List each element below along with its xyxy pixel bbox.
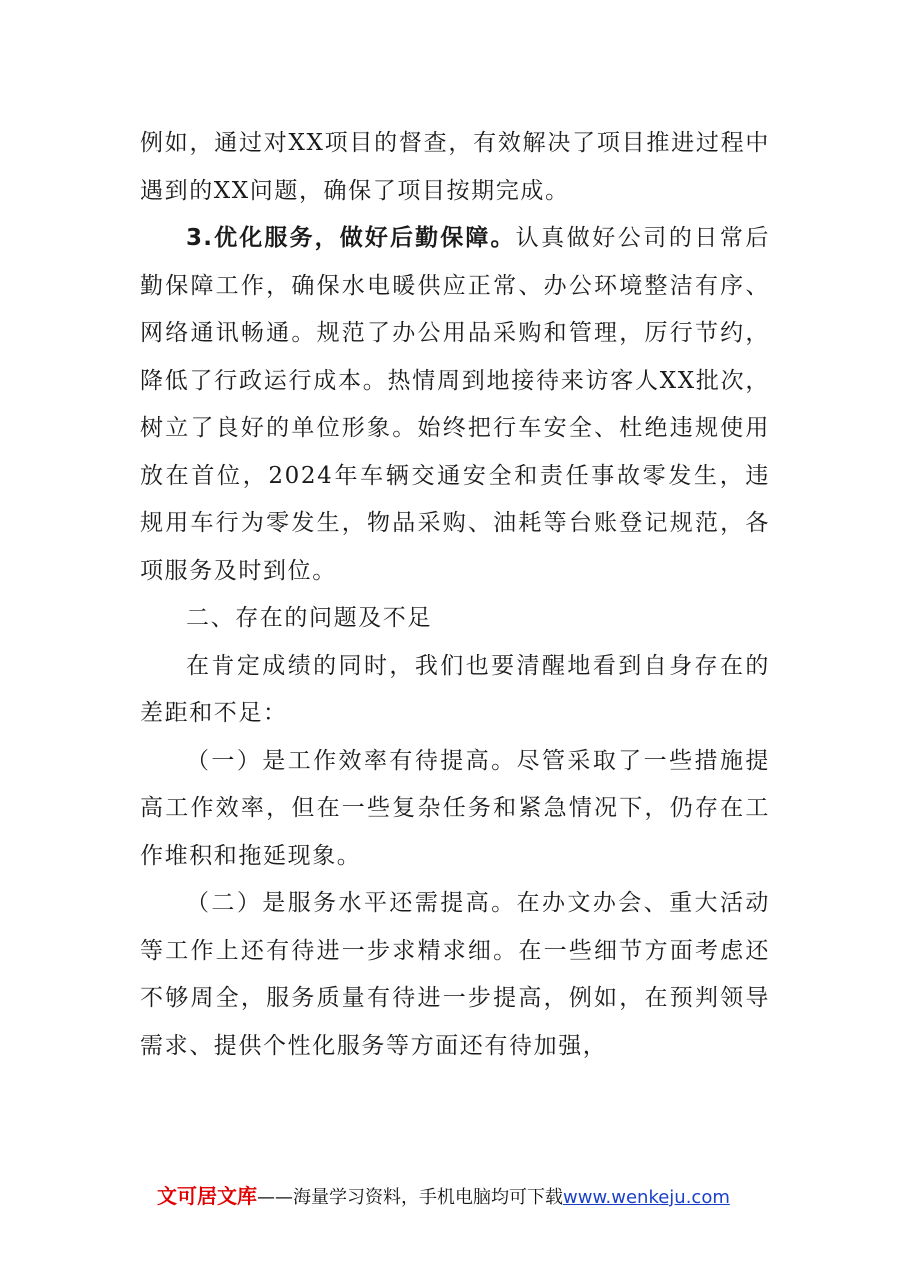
section-heading-problems (140, 595, 770, 643)
paragraph-text: 在肯定成绩的同时，我们也要清醒地看到自身存在的差距和不足： (140, 652, 770, 726)
paragraph-text: 例如，通过对XX项目的督查，有效解决了项目推进过程中遇到的XX问题，确保了项目按期完成。 (140, 130, 770, 204)
footer-slogan: ——海量学习资料，手机电脑均可下载 (257, 1187, 563, 1208)
paragraph-continuation (140, 120, 770, 215)
paragraph-item-service-level (140, 880, 770, 1070)
footer-website-link[interactable]: www.wenkeju.com (563, 1187, 730, 1208)
paragraph-text: （一）是工作效率有待提高。尽管采取了一些措施提高工作效率，但在一些复杂任务和紧急情况下，仍存在工作堆积和拖延现象。 (140, 747, 770, 869)
paragraph-intro-shortcomings (140, 643, 770, 738)
paragraph-text: （二）是服务水平还需提高。在办文办会、重大活动等工作上还有待进一步求精求细。在一些细节方面考虑还不够周全，服务质量有待进一步提高，例如，在预判领导需求、提供个性化服务等方面还有待加强， (140, 890, 770, 1059)
paragraph-item-efficiency (140, 738, 770, 881)
footer-banner (157, 1183, 777, 1211)
footer-brand-name: 文可居文库 (157, 1184, 257, 1208)
paragraph-heading-bold: 3.优化服务，做好后勤保障。 (186, 225, 516, 251)
paragraph-logistics-service (140, 215, 770, 595)
paragraph-text: 认真做好公司的日常后勤保障工作，确保水电暖供应正常、办公环境整洁有序、网络通讯畅通。规范了办公用品采购和管理，厉行节约，降低了行政运行成本。热情周到地接待来访客人XX批次，树立了良好的单位形象。始终把行车安全、杜绝违规使用放在首位，2024年车辆交通安全和责任事故零发生，违规用车行为零发生，物品采购、油耗等台账登记规范，各项服务及时到位。 (140, 225, 771, 584)
section-heading-text: 二、存在的问题及不足 (186, 605, 432, 631)
document-body (140, 120, 770, 1070)
